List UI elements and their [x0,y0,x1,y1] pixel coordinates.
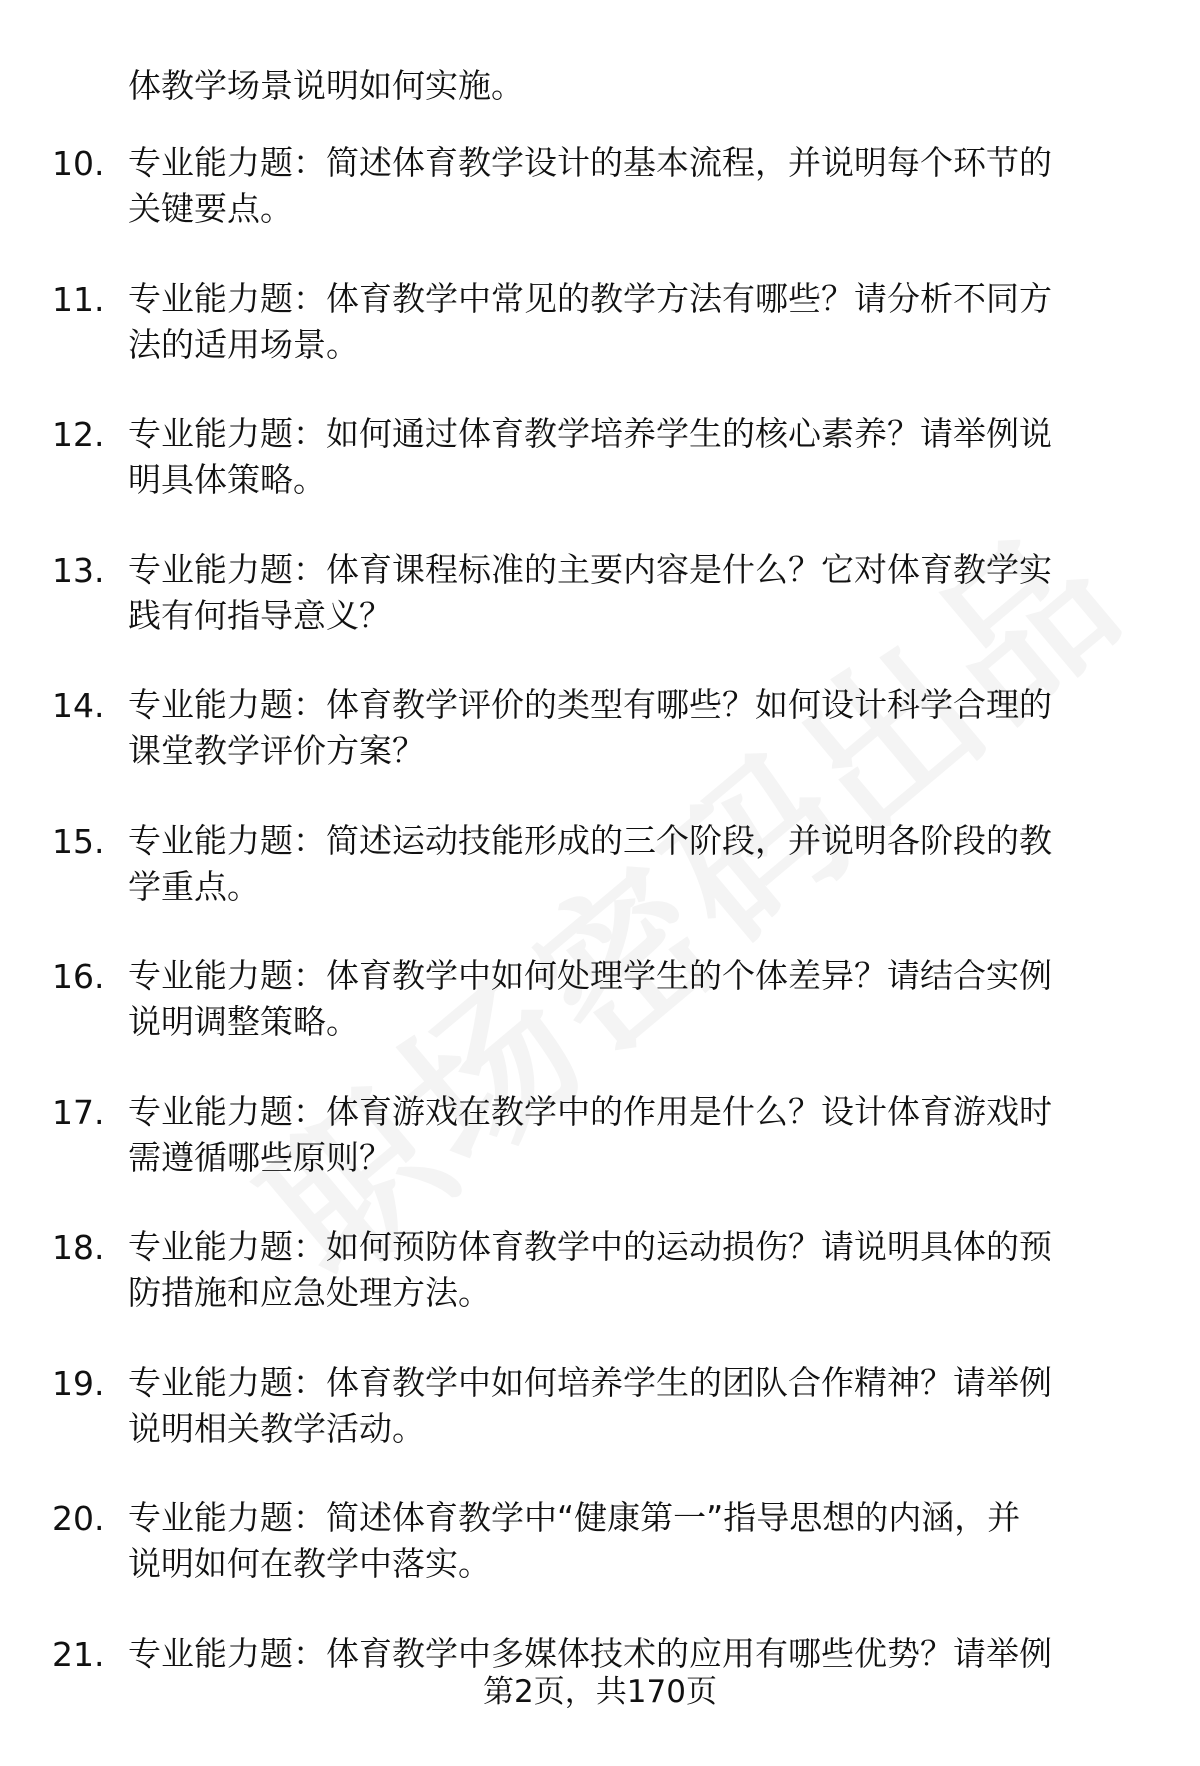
question-number: 10. [52,144,105,183]
question-text [128,1224,1138,1316]
question-item [0,140,1200,233]
question-text [128,682,1138,774]
question-line: 法的适用场景。 [128,324,359,364]
question-item [0,547,1200,640]
question-item [0,1360,1200,1453]
question-line: 关键要点。 [128,189,293,228]
question-text [128,1495,1138,1587]
question-item [0,682,1200,775]
question-text [128,1089,1138,1181]
question-item [0,953,1200,1046]
question-text [128,276,1138,368]
question-line: 说明如何在教学中落实。 [128,1544,491,1583]
question-line: 专业能力题：简述运动技能形成的三个阶段，并说明各阶段的教 [128,820,1052,860]
question-number: 15. [52,821,105,861]
question-text [128,818,1138,910]
question-line: 需遵循哪些原则？ [128,1137,392,1177]
question-item [0,1495,1200,1588]
question-line: 专业能力题：简述体育教学设计的基本流程，并说明每个环节的 [128,143,1052,182]
question-line: 专业能力题：如何预防体育教学中的运动损伤？请说明具体的预 [128,1227,1052,1266]
question-line: 说明相关教学活动。 [128,1408,425,1448]
question-item [0,1089,1200,1182]
page-footer: 第2页，共170页 [483,1674,717,1710]
question-line: 专业能力题：体育游戏在教学中的作用是什么？设计体育游戏时 [128,1091,1052,1131]
continuation-text: 体教学场景说明如何实施。 [128,66,524,105]
question-line: 明具体策略。 [128,460,326,499]
question-item [0,818,1200,911]
question-text [128,1360,1138,1452]
question-text [128,140,1138,232]
question-text [128,547,1138,639]
question-text [128,953,1138,1045]
question-line: 专业能力题：体育教学中如何处理学生的个体差异？请结合实例 [128,956,1052,995]
question-line: 专业能力题：如何通过体育教学培养学生的核心素养？请举例说 [128,414,1052,453]
question-line: 专业能力题：体育教学中多媒体技术的应用有哪些优势？请举例 [128,1633,1052,1673]
question-number: 13. [52,550,105,590]
question-number: 12. [52,415,105,454]
question-number: 21. [52,1634,105,1674]
question-number: 11. [52,279,105,319]
question-line: 专业能力题：体育课程标准的主要内容是什么？它对体育教学实 [128,549,1052,589]
question-number: 18. [52,1228,105,1267]
question-line: 专业能力题：体育教学中常见的教学方法有哪些？请分析不同方 [128,278,1052,318]
question-list [0,140,1200,1766]
question-line: 学重点。 [128,866,260,906]
question-line: 专业能力题：简述体育教学中“健康第一”指导思想的内涵，并 [128,1498,1021,1537]
question-line: 专业能力题：体育教学评价的类型有哪些？如何设计科学合理的 [128,685,1052,724]
question-number: 19. [52,1363,105,1403]
question-item [0,276,1200,369]
question-line: 践有何指导意义？ [128,595,392,635]
question-number: 17. [52,1092,105,1132]
question-line: 专业能力题：体育教学中如何培养学生的团队合作精神？请举例 [128,1362,1052,1402]
question-number: 20. [52,1499,105,1538]
question-line: 课堂教学评价方案？ [128,731,425,770]
question-item [0,411,1200,504]
question-number: 14. [52,686,105,725]
question-text [128,411,1138,503]
question-line: 防措施和应急处理方法。 [128,1273,491,1312]
question-line: 说明调整策略。 [128,1002,359,1041]
question-number: 16. [52,957,105,996]
question-item [0,1224,1200,1317]
